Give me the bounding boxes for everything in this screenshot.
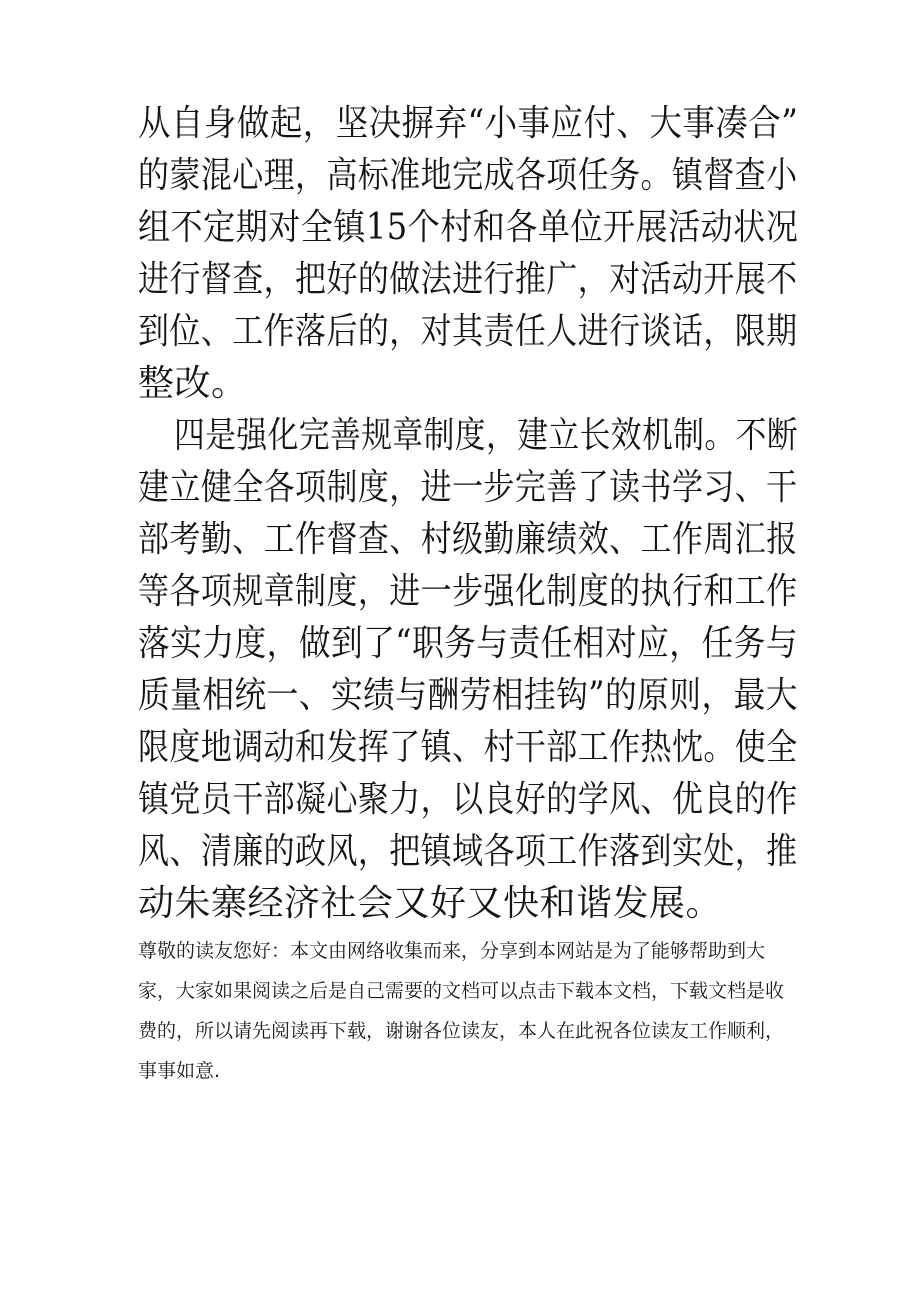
body-line: 组不定期对全镇15个村和各单位开展活动状况: [138, 207, 799, 248]
reader-note-line: 尊敬的读友您好：本文由网络收集而来，分享到本网站是为了能够帮助到大: [138, 940, 766, 962]
reader-note-line: 家，大家如果阅读之后是自己需要的文档可以点击下载本文档，下载文档是收: [138, 980, 785, 1002]
body-line: 到位、工作落后的，对其责任人进行谈话，限期: [138, 311, 798, 352]
body-line: 限度地调动和发挥了镇、村干部工作热忱。使全: [138, 727, 798, 768]
body-line: 等各项规章制度，进一步强化制度的执行和工作: [138, 571, 798, 612]
body-line: 镇党员干部凝心聚力，以良好的学风、优良的作: [138, 779, 798, 820]
body-line: 建立健全各项制度，进一步完善了读书学习、干: [138, 467, 798, 508]
reader-note-line: 费的，所以请先阅读再下载，谢谢各位读友，本人在此祝各位读友工作顺利，: [138, 1020, 785, 1042]
body-line: 的蒙混心理，高标准地完成各项任务。镇督查小: [138, 155, 798, 196]
reader-note-line: 事事如意.: [138, 1060, 221, 1082]
body-line: 整改。: [138, 363, 248, 404]
body-line: 质量相统一、实绩与酬劳相挂钩”的原则，最大: [138, 675, 798, 716]
body-line: 进行督查，把好的做法进行推广，对活动开展不: [138, 259, 798, 300]
body-line: 部考勤、工作督查、村级勤廉绩效、工作周汇报: [138, 519, 798, 560]
body-line: 四是强化完善规章制度，建立长效机制。不断: [174, 415, 799, 456]
body-line: 从自身做起，坚决摒弃“小事应付、大事凑合”: [138, 103, 799, 144]
body-line: 动朱寨经济社会又好又快和谐发展。: [138, 883, 723, 924]
body-line: 风、清廉的政风，把镇域各项工作落到实处，推: [138, 831, 798, 872]
body-line: 落实力度，做到了“职务与责任相对应，任务与: [138, 623, 798, 664]
